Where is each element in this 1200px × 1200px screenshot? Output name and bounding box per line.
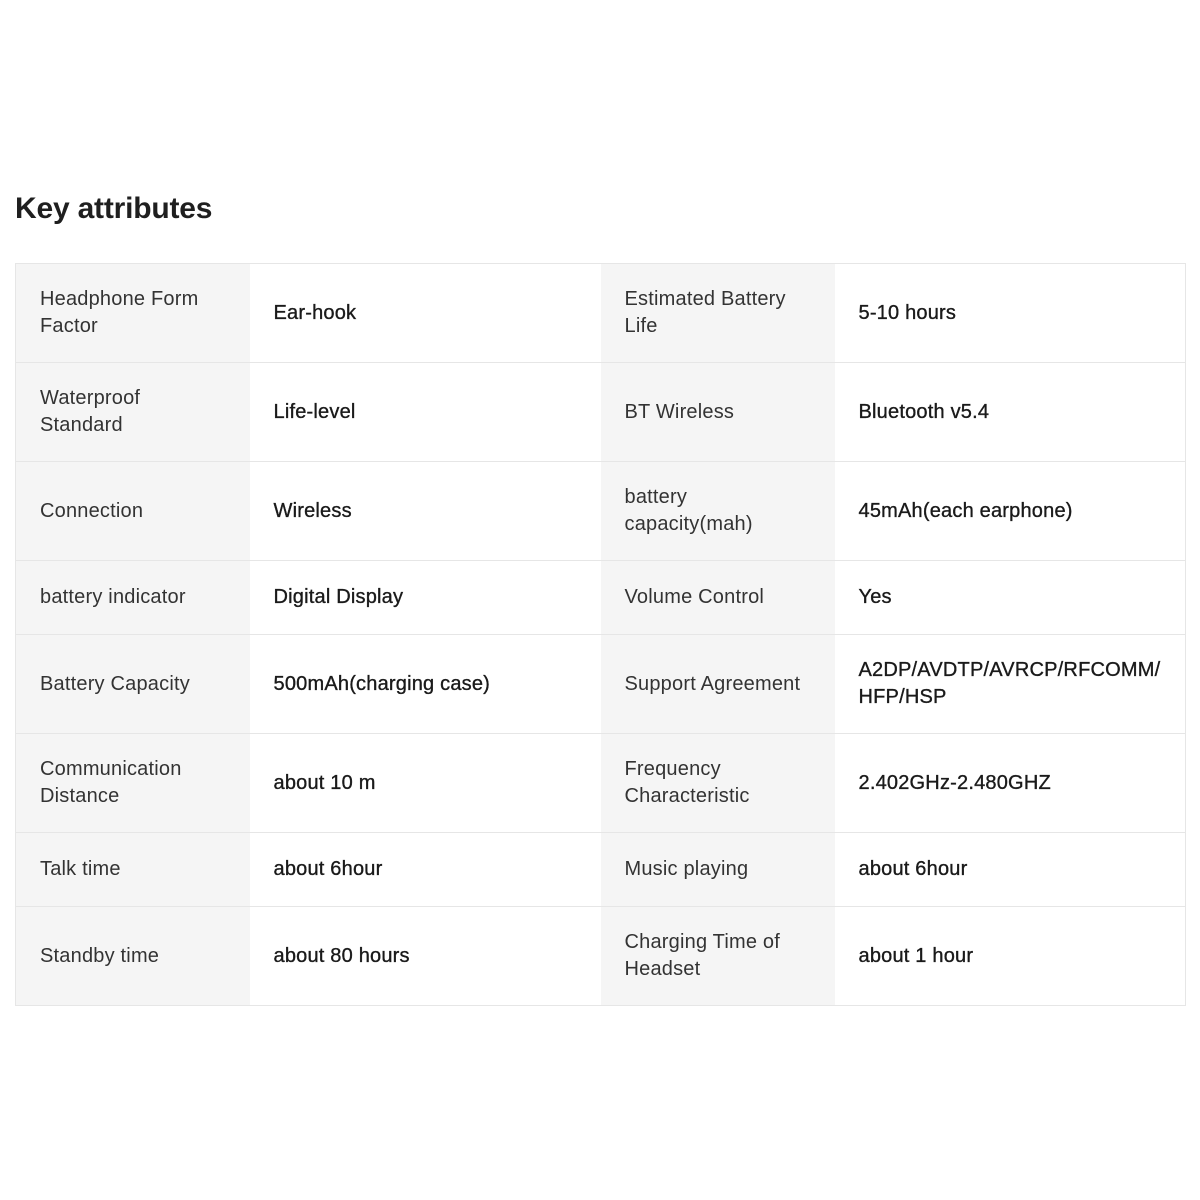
attribute-row [16, 833, 1186, 907]
attribute-key: Estimated Battery Life [601, 264, 835, 363]
attribute-row [16, 907, 1186, 1006]
attribute-value: Bluetooth v5.4 [835, 363, 1186, 462]
attribute-key: Communication Distance [16, 734, 250, 833]
attribute-key: Standby time [16, 907, 250, 1006]
attribute-value: 500mAh(charging case) [250, 635, 601, 734]
attribute-row [16, 734, 1186, 833]
attribute-key: Support Agreement [601, 635, 835, 734]
key-attributes-table [15, 263, 1186, 1006]
attribute-value: about 6hour [250, 833, 601, 907]
attribute-key: BT Wireless [601, 363, 835, 462]
attribute-row [16, 635, 1186, 734]
attribute-value: 5-10 hours [835, 264, 1186, 363]
attribute-key: Music playing [601, 833, 835, 907]
attribute-value: about 1 hour [835, 907, 1186, 1006]
attribute-row [16, 561, 1186, 635]
attribute-value: about 10 m [250, 734, 601, 833]
attribute-row [16, 462, 1186, 561]
attribute-key: Waterproof Standard [16, 363, 250, 462]
attribute-value: A2DP/AVDTP/AVRCP/RFCOMM/HFP/HSP [835, 635, 1186, 734]
section-title: Key attributes [15, 192, 213, 225]
attribute-value: 45mAh(each earphone) [835, 462, 1186, 561]
attribute-key: Charging Time of Headset [601, 907, 835, 1006]
attribute-value: Yes [835, 561, 1186, 635]
attribute-value: 2.402GHz-2.480GHZ [835, 734, 1186, 833]
attribute-value: Wireless [250, 462, 601, 561]
attribute-key: battery indicator [16, 561, 250, 635]
attribute-key: Volume Control [601, 561, 835, 635]
attribute-row [16, 363, 1186, 462]
attribute-key: Connection [16, 462, 250, 561]
attribute-key: battery capacity(mah) [601, 462, 835, 561]
attribute-value: Life-level [250, 363, 601, 462]
attribute-value: Digital Display [250, 561, 601, 635]
attribute-value: about 80 hours [250, 907, 601, 1006]
attribute-value: Ear-hook [250, 264, 601, 363]
attribute-key: Talk time [16, 833, 250, 907]
attribute-row [16, 264, 1186, 363]
attribute-key: Headphone Form Factor [16, 264, 250, 363]
attribute-value: about 6hour [835, 833, 1186, 907]
attribute-key: Battery Capacity [16, 635, 250, 734]
attribute-key: Frequency Characteristic [601, 734, 835, 833]
